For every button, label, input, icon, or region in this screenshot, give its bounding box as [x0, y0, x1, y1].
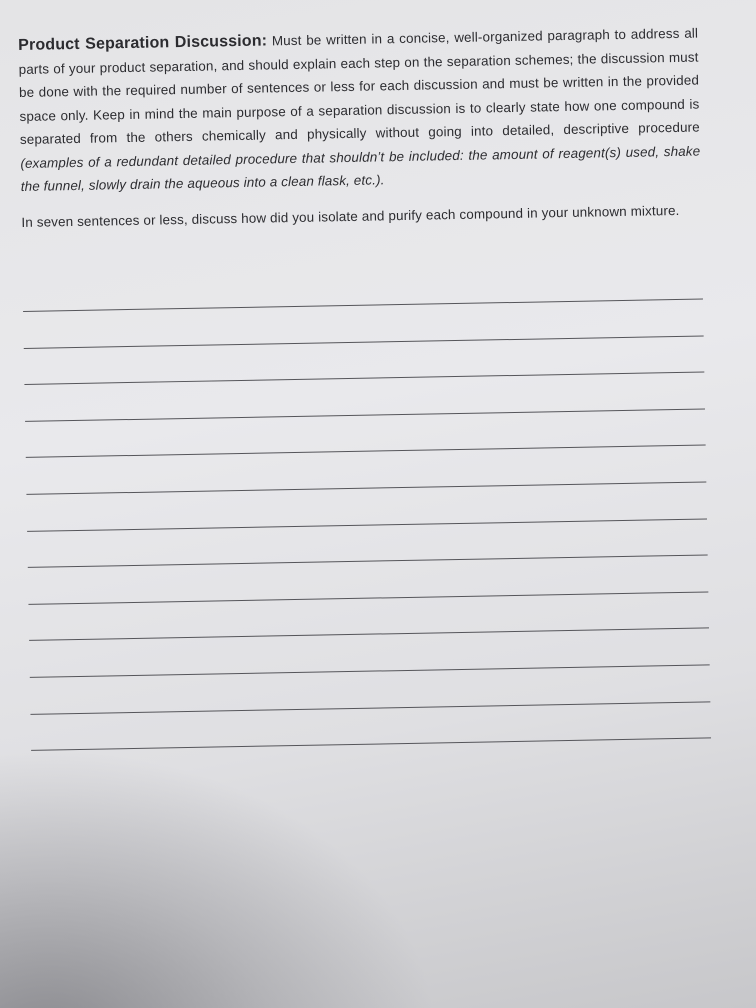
section-heading: Product Separation Discussion: — [18, 32, 268, 54]
instructions-text: Must be written in a concise, well-organized paragraph to address all parts of your product separation, and should explain each step on the separation schemes; the discussion must be done with the required number of sentences or less for each discussion and must be written in the provided space only. Keep in mind the main purpose of a separation discussion is to clearly state how one compound is separated from the others chemically and physically without going into detailed, descriptive procedure — [18, 25, 700, 147]
answer-line[interactable] — [25, 408, 705, 421]
answer-line[interactable] — [24, 335, 704, 348]
answer-line[interactable] — [28, 591, 708, 604]
answer-line[interactable] — [24, 372, 704, 385]
answer-line[interactable] — [29, 628, 709, 641]
instructions-paragraph — [18, 22, 701, 199]
question-prompt: In seven sentences or less, discuss how did you isolate and purify each compound in your unknown mixture. — [21, 202, 680, 230]
answer-line[interactable] — [30, 664, 710, 677]
answer-line[interactable] — [30, 701, 710, 714]
answer-line[interactable] — [23, 298, 703, 311]
answer-line[interactable] — [27, 518, 707, 531]
answer-line[interactable] — [26, 481, 706, 494]
hand-shadow — [0, 748, 440, 1008]
answer-line[interactable] — [26, 445, 706, 458]
answer-line[interactable] — [28, 555, 708, 568]
worksheet — [18, 22, 702, 234]
answer-lines — [23, 298, 712, 786]
answer-line[interactable] — [31, 738, 711, 751]
instructions-example-text: (examples of a redundant detailed procedure that shouldn’t be included: the amount of reagent(s) used, shake the funnel, slowly drain the aqueous into a clean flask, etc.). — [20, 143, 701, 194]
